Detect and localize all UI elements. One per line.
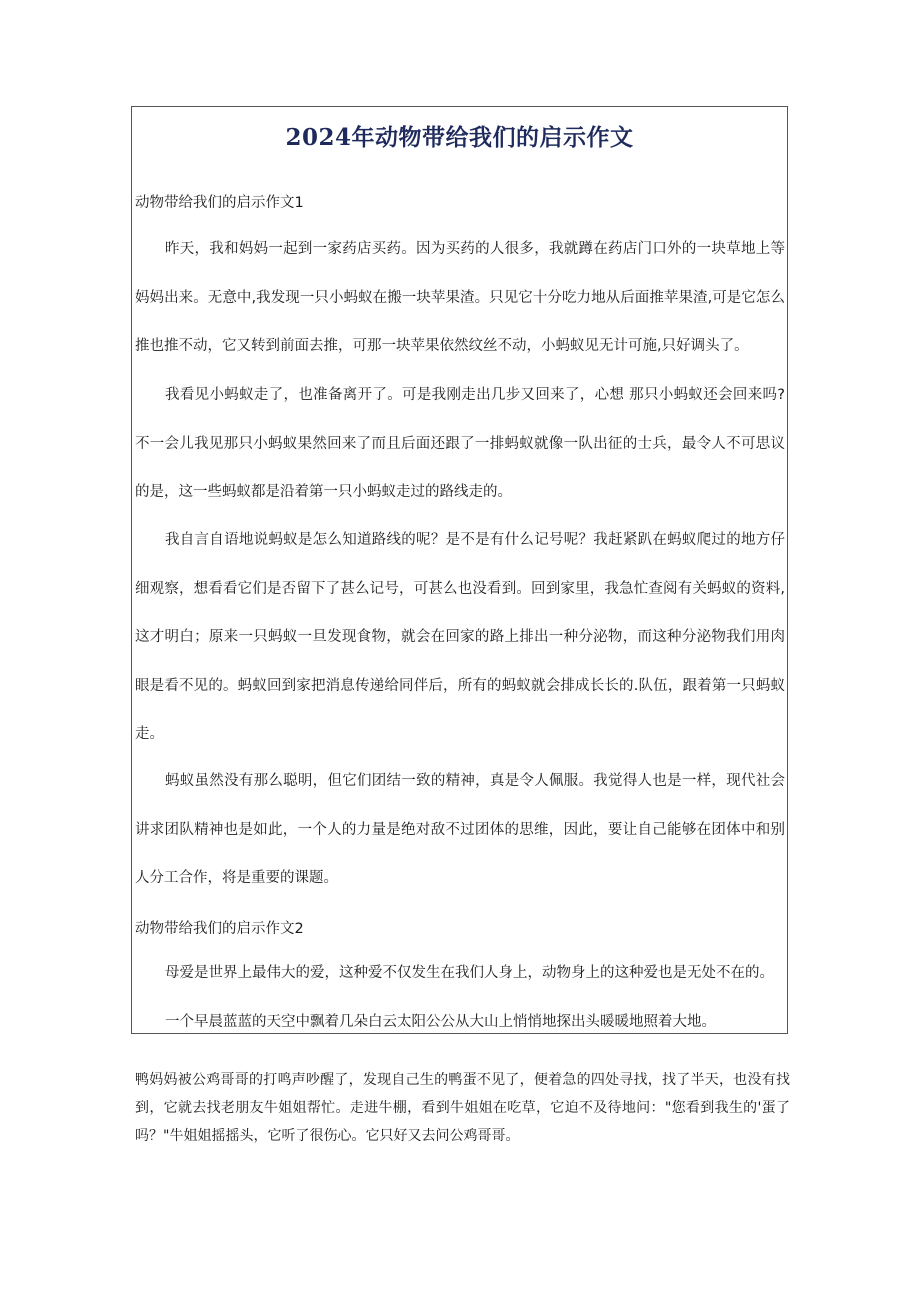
document-title: 2024年动物带给我们的启示作文 (285, 124, 634, 151)
continuation-paragraph: 鸭妈妈被公鸡哥哥的打鸣声吵醒了，发现自己生的鸭蛋不见了，便着急的四处寻找，找了半天，也没有找到，它就去找老朋友牛姐姐帮忙。走进牛棚，看到牛姐姐在吃草，它迫不及待地问："您看到我生的'蛋了吗？"牛姐姐摇摇头，它听了很伤心。它只好又去问公鸡哥哥。 (135, 1072, 790, 1144)
essay-1-paragraph-4: 蚂蚁虽然没有那么聪明，但它们团结一致的精神，真是令人佩服。我觉得人也是一样，现代社会讲求团队精神也是如此，一个人的力量是绝对敌不过团体的思维，因此，要让自己能够在团体中和别人分工合作，将是重要的课题。 (135, 773, 785, 886)
essay-1-paragraph-3: 我自言自语地说蚂蚁是怎么知道路线的呢？是不是有什么记号呢？我赶紧趴在蚂蚁爬过的地方仔细观察，想看看它们是否留下了甚么记号，可甚么也没看到。回到家里，我急忙查阅有关蚂蚁的资料,这才明白；原来一只蚂蚁一旦发现食物，就会在回家的路上排出一种分泌物，而这种分泌物我们用肉眼是看不见的。蚂蚁回到家把消息传递给同伴后，所有的蚂蚁就会排成长长的.队伍，跟着第一只蚂蚁走。 (135, 532, 785, 742)
essay-2-heading: 动物带给我们的启示作文2 (135, 921, 304, 937)
essay-2-paragraph-1: 母爱是世界上最伟大的爱，这种爱不仅发生在我们人身上，动物身上的这种爱也是无处不在的。 (165, 965, 774, 981)
document-frame (131, 106, 788, 1034)
essay-1-paragraph-2: 我看见小蚂蚁走了，也准备离开了。可是我刚走出几步又回来了，心想 那只小蚂蚁还会回来吗?不一会儿我见那只小蚂蚁果然回来了而且后面还跟了一排蚂蚁就像一队出征的士兵，最令人不可思议的是，这一些蚂蚁都是沿着第一只小蚂蚁走过的路线走的。 (135, 387, 785, 500)
essay-1-paragraph-1: 昨天，我和妈妈一起到一家药店买药。因为买药的人很多，我就蹲在药店门口外的一块草地上等妈妈出来。无意中,我发现一只小蚂蚁在搬一块苹果渣。只见它十分吃力地从后面推苹果渣,可是它怎么推也推不动，它又转到前面去推，可那一块苹果依然纹丝不动，小蚂蚁见无计可施,只好调头了。 (135, 241, 785, 354)
essay-2-paragraph-2: 一个早晨蓝蓝的天空中飘着几朵白云太阳公公从大山上悄悄地探出头暖暖地照着大地。 (165, 1014, 716, 1030)
essay-1-heading: 动物带给我们的启示作文1 (135, 195, 304, 211)
